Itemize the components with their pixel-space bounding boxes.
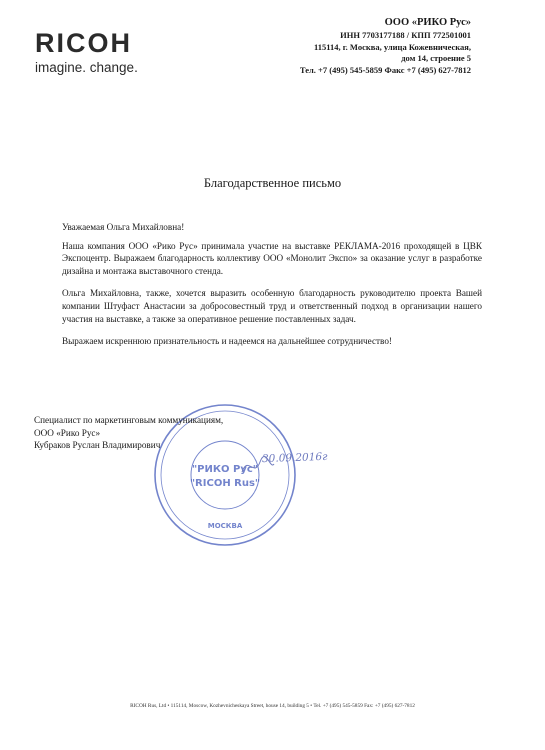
company-address-line2: дом 14, строение 5	[401, 53, 471, 63]
letter-greeting: Уважаемая Ольга Михайловна!	[62, 222, 185, 232]
stamp-inner-line1: "РИКО Рус"	[191, 464, 259, 475]
signatory-company: ООО «Рико Рус»	[34, 427, 101, 438]
letter-paragraph-3: Выражаем искреннюю признательность и надеемся на дальнейшее сотрудничество!	[62, 336, 392, 347]
letter-title: Благодарственное письмо	[203, 176, 342, 190]
signatory-name: Кубраков Руслан Владимирович	[34, 440, 161, 451]
letter-paragraph-2: Ольга Михайловна, также, хочется выразить особенную благодарность руководителю проекта Вашей компании Штуфаст Анастасии за добросовестный труд и ответственный подход в организации нашего участия на выставке, а также за оперативное решение поставленных задач.	[62, 288, 482, 324]
letter-body	[62, 221, 482, 358]
logo-tagline: imagine. change.	[35, 60, 138, 75]
signatory-block	[34, 414, 294, 452]
signatory-position: Специалист по маркетинговым коммуникациям,	[34, 415, 224, 425]
logo-wordmark: RICOH	[35, 28, 132, 58]
ricoh-logo	[35, 30, 138, 76]
handwritten-date: 30.09.2016г	[261, 450, 328, 466]
stamp-bottom-text: МОСКВА	[207, 522, 243, 530]
stamp-inner-line2: "RICOH Rus"	[189, 478, 261, 489]
company-name: ООО «РИКО Рус»	[384, 17, 471, 28]
letter-paragraph-1: Наша компания ООО «Рико Рус» принимала участие на выставке РЕКЛАМА-2016 проходящей в ЦВК Экспоцентр. Выражаем благодарность коллективу ООО «Монолит Экспо» за оказание услуг в разработке дизайна и монтажа выставочного стенда.	[62, 240, 482, 276]
letter-footer: RICOH Rus, Ltd • 115114, Moscow, Kozhevnicheskaya Street, house 14, building 5 • Tel. +7 (495) 545-5859 Fax: +7 (495) 627-7812	[130, 703, 415, 709]
company-details	[241, 16, 471, 76]
company-address-line1: 115114, г. Москва, улица Кожевническая,	[313, 41, 471, 52]
company-tax-ids: ИНН 7703177188 / КПП 772501001	[340, 30, 471, 40]
company-phones: Тел. +7 (495) 545-5859 Факс +7 (495) 627-7812	[299, 64, 471, 75]
